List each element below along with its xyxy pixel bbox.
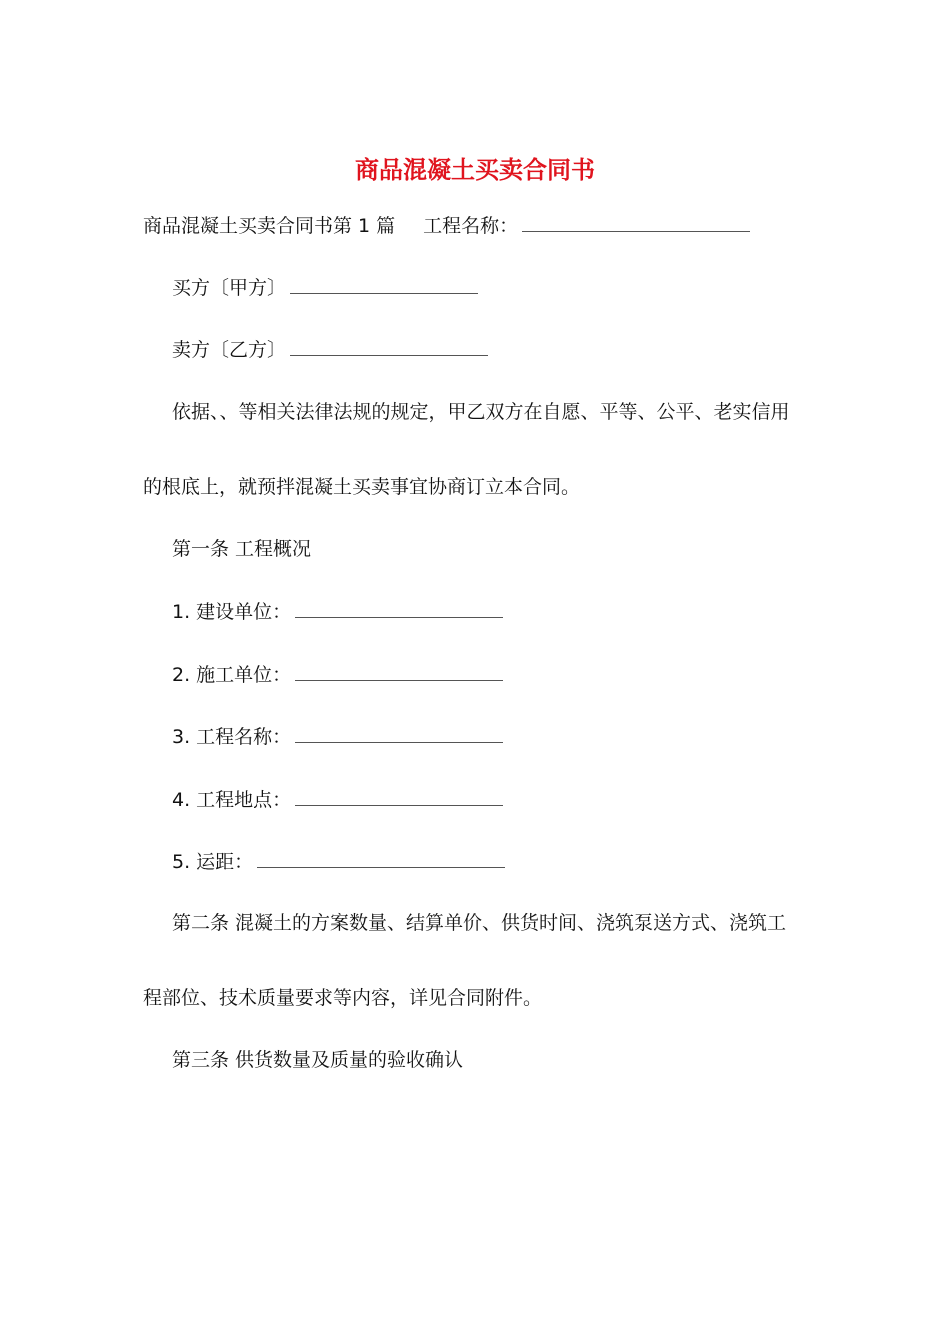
item-3 [172,722,503,751]
item-2 [172,660,503,689]
article3-heading: 第三条 供货数量及质量的验收确认 [172,1049,464,1071]
buyer-blank [290,273,478,294]
item-1-blank [295,597,503,618]
item-2-blank [295,660,503,681]
seller-blank [290,335,488,356]
project-name-blank [522,211,750,232]
document-title: 商品混凝土买卖合同书 [355,155,595,184]
item-5-label: 5. 运距： [172,851,254,873]
item-2-label: 2. 施工单位： [172,664,292,686]
seller-label: 卖方〔乙方〕 [172,339,287,361]
buyer-label: 买方〔甲方〕 [172,277,287,299]
header-line [143,211,750,240]
item-3-blank [295,722,503,743]
part-label: 商品混凝土买卖合同书第 1 篇 [143,215,396,237]
item-3-label: 3. 工程名称： [172,726,292,748]
item-5-blank [257,847,505,868]
item-4-label: 4. 工程地点： [172,789,292,811]
buyer-line [172,273,478,302]
article2-line-1: 第二条 混凝土的方案数量、结算单价、供货时间、浇筑泵送方式、浇筑工 [172,912,787,934]
project-name-label: 工程名称： [423,215,519,237]
item-4-blank [295,785,503,806]
item-4 [172,785,503,814]
item-5 [172,847,505,876]
preamble-line-2: 的根底上，就预拌混凝土买卖事宜协商订立本合同。 [143,476,581,498]
item-1-label: 1. 建设单位： [172,601,292,623]
preamble-line-1: 依据、、等相关法律法规的规定，甲乙双方在自愿、平等、公平、老实信用 [172,401,790,423]
seller-line [172,335,488,364]
article2-line-2: 程部位、技术质量要求等内容，详见合同附件。 [143,987,543,1009]
item-1 [172,597,503,626]
article1-heading: 第一条 工程概况 [172,538,312,560]
